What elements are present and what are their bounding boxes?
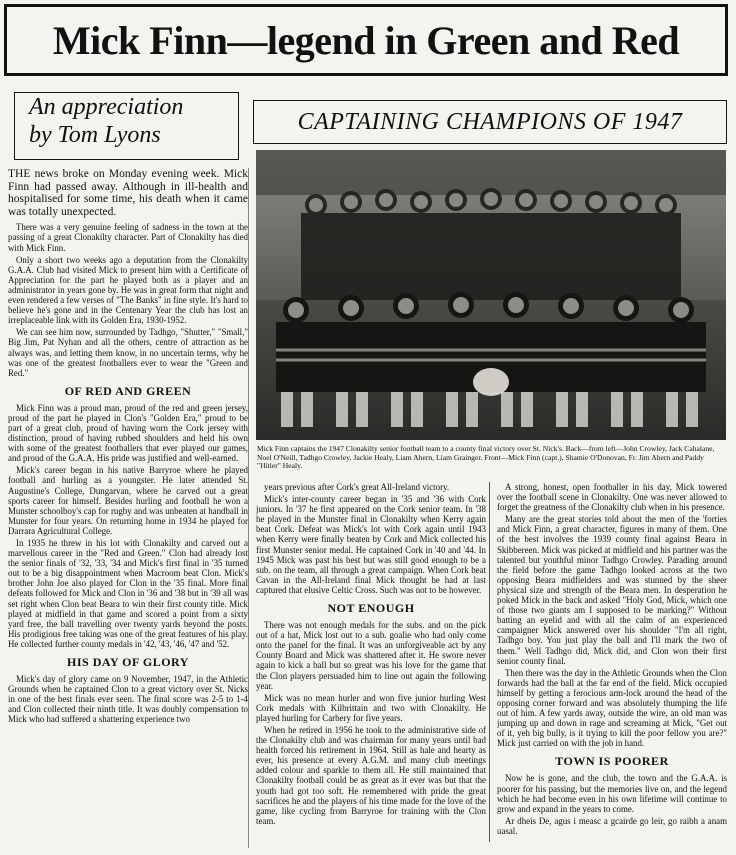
photo-caption: Mick Finn captains the 1947 Clonakilty senior football team to a county final victory over St. Nick's. Back—from left—John Crowley, Jack Cahalane, Noel O'Neill, Tadhgo Crowley, Jackie Healy, Liam Ahern, Liam Grainger. Front—Mick Finn (capt.), Shamie O'Donovan, Fr. Jim Ahern and Paddy "Hitler" Healy.	[257, 444, 715, 471]
article-paragraph: years previous after Cork's great All-Ireland victory.	[264, 482, 450, 492]
article-paragraph: There was not enough medals for the subs. and on the pick out of a hat, Mick lost out to a sub. goalie who had only come onto the panel for the final. It was an unforgiveable act by any County Board and Mick was shattered after it. He swore never again to kick a ball but so great was his love for the game that the Clon players persuaded him to line out again the following year.	[256, 620, 486, 691]
article-paragraph: Only a short two weeks ago a deputation from the Clonakilty G.A.A. Club had visited Mick to present him with a Certificate of Appreciation for the part he played both as a player and an administrator in years gone by. He was in great form that night and even rendered a few verses of "The Banks" in fine style. It's hard to believe he's gone and in the Centenary Year the club has lost an irreplaceable link with its Golden Era, 1930-1952.	[8, 254, 248, 326]
column-divider	[489, 482, 490, 842]
subheading-day-of-glory: HIS DAY OF GLORY	[67, 655, 189, 670]
subheading-not-enough: NOT ENOUGH	[327, 601, 415, 616]
headline-box	[4, 4, 728, 76]
article-paragraph: Mick Finn was a proud man, proud of the red and green jersey, proud of the part he played in Clon's "Golden Era," proud to be part of a great club, proud of having worn the Cork jersey with distinction, proud of having rubbed shoulders and held his own with some of the greatest footballers that ever played our games, and proud of the G.A.A. His pride was justified and well-earned.	[8, 402, 248, 464]
left-article-column	[8, 168, 248, 848]
team-photo	[256, 150, 726, 440]
photo-title-box	[253, 100, 727, 144]
headline: Mick Finn—legend in Green and Red	[52, 17, 680, 63]
appreciation-title: An appreciation	[29, 94, 184, 120]
photo-title: CAPTAINING CHAMPIONS OF 1947	[297, 108, 683, 135]
appreciation-box	[14, 92, 239, 160]
article-paragraph: Mick's day of glory came on 9 November, 1947, in the Athletic Grounds when he captained Clon to a great victory over St. Nicks in one of the best finals ever seen. The final score was 2-5 to 1-4 and Clon collected their ninth title. It was doubly compensation to Mick who had suffered a shattering experience two	[8, 674, 248, 725]
subheading-town-is-poorer: TOWN IS POORER	[555, 754, 669, 769]
article-lead: THE news broke on Monday evening week. Mick Finn had passed away. Although in ill-health and hospitalised for some time, his death when it came was totally unexpected.	[8, 168, 248, 218]
middle-article-column	[256, 482, 486, 852]
article-paragraph: Mick was no mean hurler and won five junior hurling West Cork medals with Kilbrittain and two with Clonakilty. He played hurling for Carbery for five years.	[256, 692, 486, 723]
article-paragraph: A strong, honest, open footballer in his day, Mick towered over the football scene in Clonakilty. One was never allowed to forget the greatness of the Clonakilty club when in his presence.	[497, 482, 727, 513]
article-paragraph: Mick's career began in his native Barryroe where he played football and hurling as a youngster. He later attended St. Augustine's College, Dungarvan, where he carved out a great sports career for himself. Besides hurling and football he won a Munster schoolboy's cap for rugby and was unbeaten at handball in Munster for four years. On returning home in 1934 he played for Darrara Agricultural College.	[8, 465, 248, 536]
article-paragraph: Many are the great stories told about the men of the 'forties and Mick Finn, a great character, figures in many of them. One of the best involves the 1939 county final against Beara in Skibbereen. Mick was picked at midfield and his partner was the talented but youthful minor Tadhgo Crowley. Parading around the field before the game Tadhgo looked across at the two opposing Beara midfielders and was stunned by the sheer physical size and strength of the Beara men. In desperation he poked Mick in the back and asked "Holy God, Mick, which one of those two giants am I supposed to be marking?" Without batting an eyelid and with all the calm of an experienced campaigner Mick answered over his shoulder "I'm all right, Tadhgo boy. You just play the ball and I'll mark the two of them." Well Tadhgo did, Mick did, and Clon won their first senior county final.	[497, 514, 727, 666]
article-paragraph: There was a very genuine feeling of sadness in the town at the passing of a great Clonakilty character. Part of Clonakilty has died with Mick Finn.	[8, 222, 248, 253]
article-paragraph: In 1935 he threw in his lot with Clonakilty and carved out a marvellous career in the "Red and Green." Clon had already lost the senior finals of '32, '33, '34 and Mick's first final in '35 turned out to be a big disappointment when Macroom beat Clon. Mick's brother John Joe also played for Clon in the '35 final. More final defeats followed for Mick and Clon in '36 and '38 but in '39 all was set right when Clon beat Beara to win their first county title. Mick played at midfield in that game and scored a point from a sixty yard free, the ball travelling over twenty yards beyond the posts. His prodigious free taking was one of the great features of his play. He collected further county medals in '42, '43, '46, '47 and '52.	[8, 538, 248, 649]
column-divider	[248, 168, 249, 848]
subheading-red-and-green: OF RED AND GREEN	[64, 383, 192, 398]
article-paragraph: Mick's inter-county career began in '35 and '36 with Cork juniors. In '37 he first appeared on the Cork senior team. In '38 he played in the Munster final in Clonakilty when Kerry again beat Cork. Defeat was Mick's lot with Cork again until 1943 when Kerry were finally beaten by Cork and Mick collected his first Munster senior medal. He captained Cork in '40 and '44. In 1945 Mick was past his best but was still good enough to be a sub. on the team, all through a great campaign. When Cork beat Cavan in the All-Ireland final Mick thought he had at last captured that elusive Celtic Cross. Such was not to be however.	[256, 494, 486, 595]
article-paragraph: Now he is gone, and the club, the town and the G.A.A. is poorer for his passing, but the memories live on, and the legend which he had become even in his own lifetime will continue to grow and expand in the years to come.	[497, 773, 727, 814]
article-paragraph: Ar dheis De, agus i measc a gcairde go leir, go raibh a anam uasal.	[497, 815, 727, 836]
article-paragraph: We can see him now, surrounded by Tadhgo, "Shutter," "Small," Big Jim, Pat Nyhan and all the others, centre of attraction as he always was, and letting them know, in no uncertain terms, why he was one of the greatest footballers ever to wear the "Green and Red."	[8, 327, 248, 378]
right-article-column	[497, 482, 727, 852]
article-paragraph: Then there was the day in the Athletic Grounds when the Clon forwards had the ball at the far end of the field. Mick occupied himself by getting a ferocious arm-lock around the head of the opposing corner forward and was absolutely thumping the life out of him. A few yards away, outside the wire, an old man was jumping up and down in rage and screaming at Mick, "Get out of it, yeh big bully, is it trying to kill the poor fellow you are?" Mick just carried on with the job in hand.	[497, 667, 727, 749]
article-paragraph: When he retired in 1956 he took to the administrative side of the Clonakilty club and was chairman for many years until bad health forced his retirement in 1964. Still as hale and hearty as ever, his presence at every A.G.M. and many club meetings added colour and sparkle to them all. He still maintained that Clonakilty football could be as great as it ever was but that the youth had got too soft. He remembered with pride the great sacrifices he and the players of his time made for the love of the game, like cycling from Barryroe for training with the Clon team.	[256, 724, 486, 826]
appreciation-author: by Tom Lyons	[29, 122, 161, 148]
